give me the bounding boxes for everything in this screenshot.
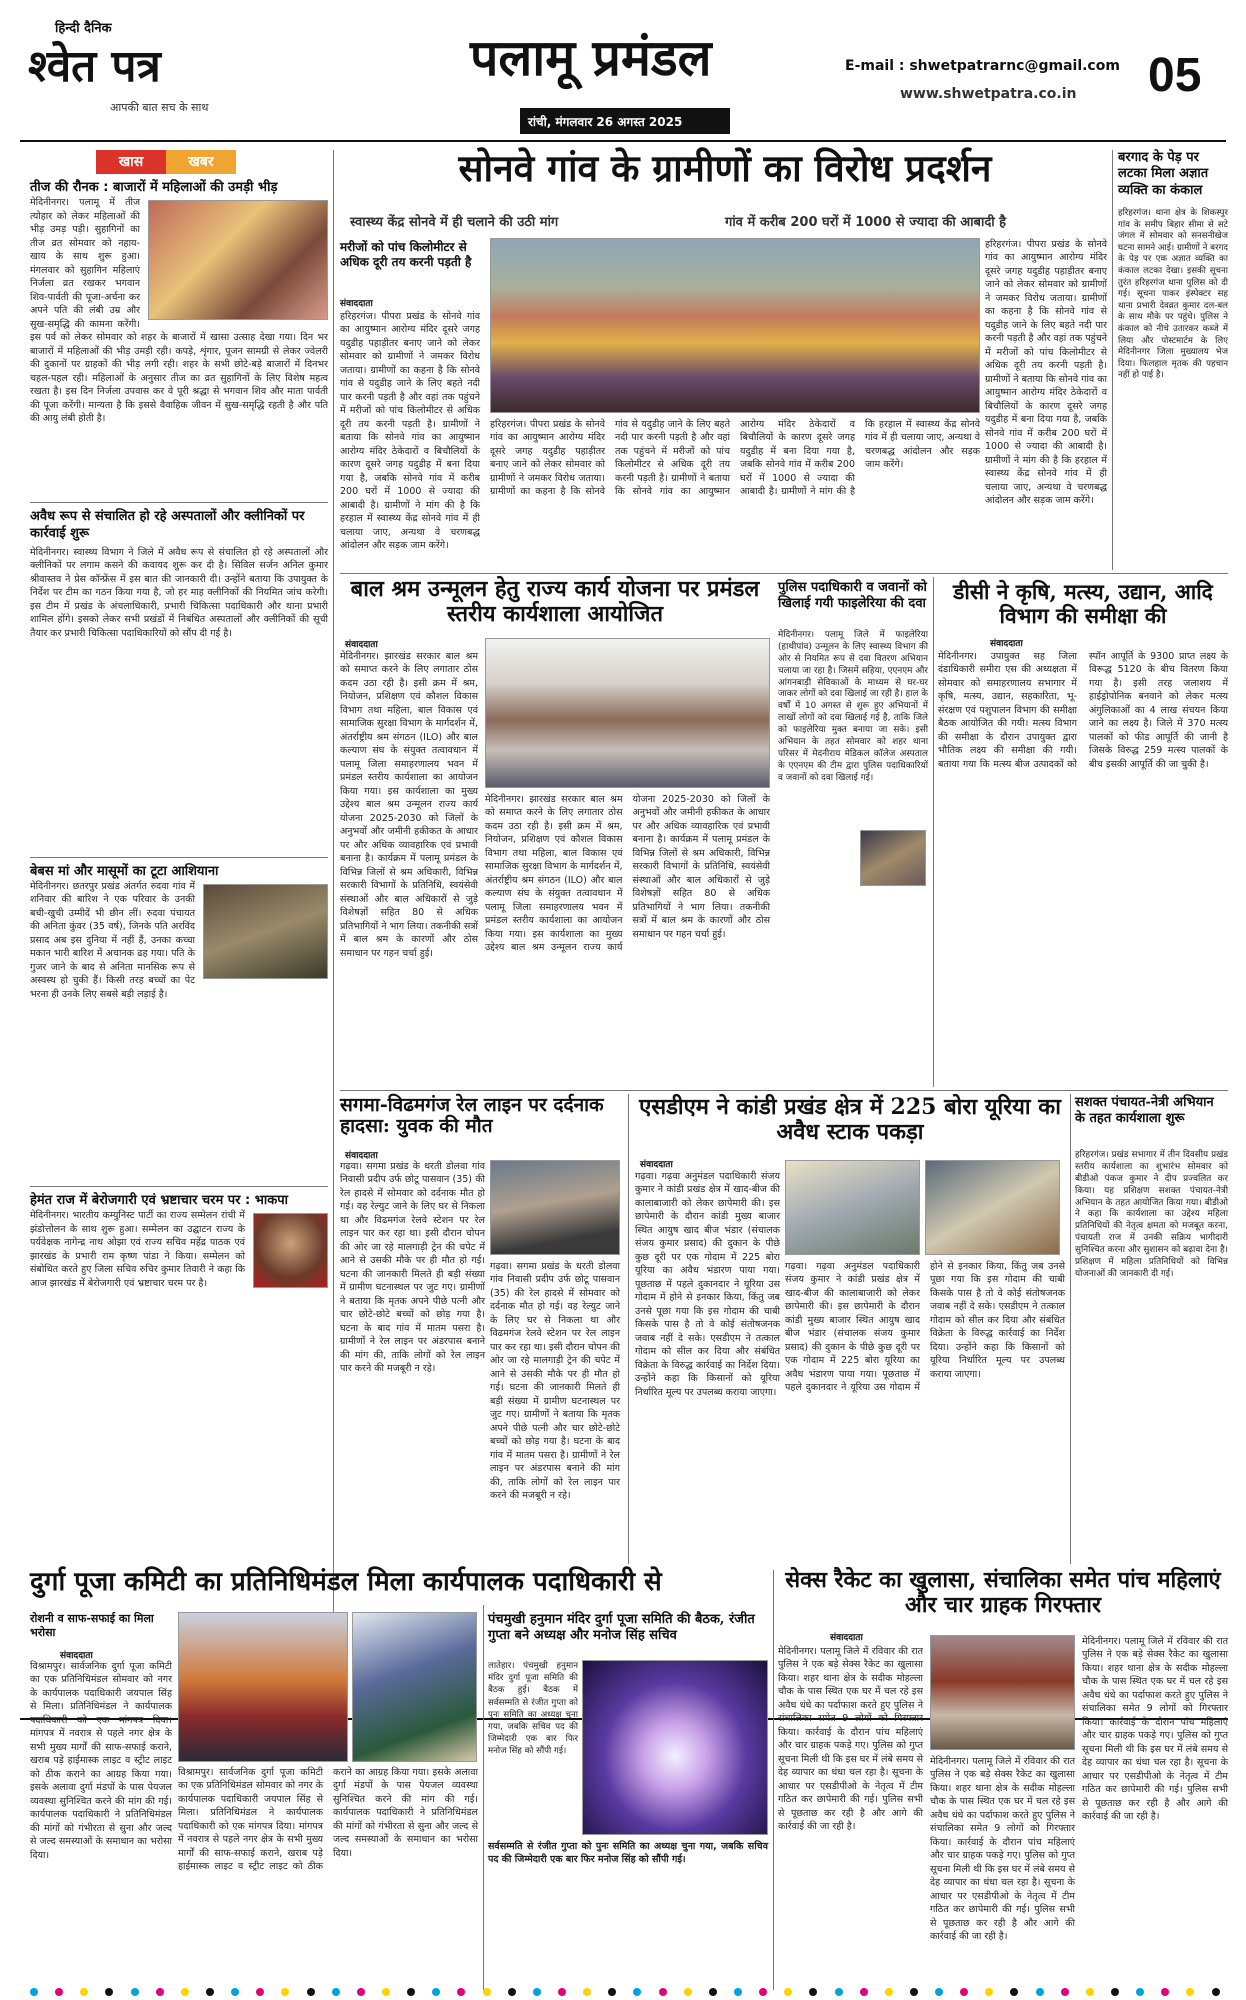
registration-dot	[55, 1988, 63, 1996]
child-labour-body-left: मेदिनीनगर। झारखंड सरकार बाल श्रम को समाप्त करने के लिए लगातार ठोस कदम उठा रही है। इसी क्रम में श्रम, नियोजन, प्रशिक्षण एवं कौशल विकास विभाग तथा महिला, बाल विकास एवं सामाजिक सुरक्षा विभाग के मार्गदर्शन में, अंतर्राष्ट्रीय श्रम संगठन (ILO) और बाल कल्याण संघ के संयुक्त तत्वावधान में पलामू जिला समाहरणालय भवन में प्रमंडल स्तरीय कार्यशाला का आयोजन किया गया। इस कार्यशाला का मुख्य उद्देश्य बाल श्रम उन्मूलन राज्य कार्य योजना 2025-2030 को जिलों के अनुभवों और जमीनी हकीकत के आधार पर और अधिक व्यावहारिक एवं प्रभावी बनाना है। कार्यक्रम में पलामू प्रमंडल के विभिन्न जिलों से श्रम अधिकारी, विभिन्न सरकारी विभागों के प्रतिनिधि, स्वयंसेवी संस्थाओं और बाल अधिकारों से जुड़े विशेषज्ञों सहित 80 से अधिक प्रतिभागियों ने भाग लिया। तकनीकी सत्रों में बाल श्रम के कारणों और ठोस समाधान पर गहन चर्चा हुई।	[340, 651, 478, 959]
child-labour-body-right: मेदिनीनगर। झारखंड सरकार बाल श्रम को समाप्त करने के लिए लगातार ठोस कदम उठा रही है। इसी क्रम में श्रम, नियोजन, प्रशिक्षण एवं कौशल विकास विभाग तथा महिला, बाल विकास एवं सामाजिक सुरक्षा विभाग के मार्गदर्शन में, अंतर्राष्ट्रीय श्रम संगठन (ILO) और बाल कल्याण संघ के संयुक्त तत्वावधान में पलामू जिला समाहरणालय भवन में प्रमंडल स्तरीय कार्यशाला का आयोजन किया गया। इस कार्यशाला का मुख्य उद्देश्य बाल श्रम उन्मूलन राज्य कार्य योजना 2025-2030 को जिलों के अनुभवों और जमीनी हकीकत के आधार पर और अधिक व्यावहारिक एवं प्रभावी बनाना है। कार्यक्रम में पलामू प्रमंडल के विभिन्न जिलों से श्रम अधिकारी, विभिन्न सरकारी विभागों के प्रतिनिधि, स्वयंसेवी संस्थाओं और बाल अधिकारों से जुड़े विशेषज्ञों सहित 80 से अधिक प्रतिभागियों ने भाग लिया। तकनीकी सत्रों में बाल श्रम के कारणों और ठोस समाधान पर गहन चर्चा हुई।	[485, 794, 770, 954]
registration-dot	[960, 1988, 968, 1996]
temple-pandal-photo	[582, 1660, 768, 1835]
panchayat-headline: सशक्त पंचायत-नेत्री अभियान के तहत कार्यशाला शुरू	[1075, 1095, 1214, 1127]
workshop-photo	[485, 638, 770, 788]
paper-prefix: हिन्दी दैनिक	[55, 21, 112, 36]
registration-dot	[30, 1988, 38, 1996]
committee-photo-2	[352, 1612, 477, 1762]
section-title: पलामू प्रमंडल	[470, 28, 712, 87]
registration-dot	[1036, 1988, 1044, 1996]
urea-body-left: गढ़वा। गढ़वा अनुमंडल पदाधिकारी संजय कुमार ने कांडी प्रखंड क्षेत्र में खाद-बीज की कालाबाजारी को लेकर छापेमारी की। इस छापेमारी के दौरान कांडी मुख्य बाजार स्थित आयुष खाद बीज भंडार (संचालक संजय कुमार प्रसाद) की दुकान के पीछे कुछ दूरी पर एक गोदाम में 225 बोरा यूरिया का अवैध भंडारण पाया गया। पूछताछ में पहले दुकानदार ने यूरिया उस गोदाम में होने से इनकार किया, किंतु जब उनसे पूछा गया कि इस गोदाम की चाबी किसके पास है तो वे कोई संतोषजनक जवाब नहीं दे सके। एसडीएम ने तत्काल गोदाम को सील कर दिया और संबंधित विक्रेता के विरुद्ध कार्रवाई का निर्देश दिया। उन्होंने कहा कि किसानों को यूरिया निर्धारित मूल्य पर उपलब्ध कराया जाएगा।	[635, 1171, 780, 1398]
registration-dot	[181, 1988, 189, 1996]
sidebar-story-3-body: मेदिनीनगर। छतरपुर प्रखंड अंतर्गत रुदवा गांव में शनिवार की बारिश ने एक परिवार के उनकी बची-खुची उम्मीदें भी छीन लीं। रुदवा पंचायत की अनिता कुंवर (35 वर्ष), जिनके पति अरविंद प्रसाद अब इस दुनिया में नहीं हैं, उनका कच्चा मकान भारी बारिश में अचानक ढह गया। पति के गुजर जाने के बाद से अनिता मानसिक रूप से अस्वस्थ हो चुकी हैं। किसी तरह बच्चों का पेट भरना ही उनके लिए सबसे बड़ी लड़ाई है।	[30, 881, 195, 1000]
registration-dot	[734, 1988, 742, 1996]
tagline: आपकी बात सच के साथ	[110, 101, 209, 114]
registration-dot	[659, 1988, 667, 1996]
registration-dot	[1086, 1988, 1094, 1996]
registration-dot	[784, 1988, 792, 1996]
registration-dot	[80, 1988, 88, 1996]
sidebar-story-2-headline: अवैध रूप से संचालित हो रहे अस्पतालों और क्लीनिकों पर कार्रवाई शुरू	[30, 509, 305, 541]
sidebar-badge	[96, 150, 236, 174]
skeleton-headline: बरगाद के पेड़ पर लटका मिला अज्ञात व्यक्ति का कंकाल	[1118, 150, 1209, 198]
sidebar-story-1-body: मेदिनीनगर। पलामू में तीज त्योहार को लेकर महिलाओं की भीड़ उमड़ पड़ी। सुहागिनों का तीज व्रत सोमवार को नहाय-खाय के साथ शुरू हुआ। मंगलवार को सुहागिन महिलाएं निर्जला व्रत रखकर भगवान शिव-पार्वती की पूजा-अर्चना कर अपने पति की लंबी उम्र और सुख-समृद्धि की कामना करेंगी। इस पर्व को लेकर सोमवार को शहर के बाजारों में खासा उत्साह देखा गया। दिन भर बाजारों में महिलाओं की भीड़ उमड़ी रही। कपड़े, शृंगार, पूजन सामग्री से लेकर ज्वेलरी की दुकानों पर ग्राहकों की भीड़ लगी रही। शहर के सभी छोटे-बड़े बाजारों में दिनभर चहल-पहल रही। महिलाओं के अनुसार तीज का व्रत सुहागिनों के लिए विशेष महत्व रखता है। इस दिन निर्जला उपवास कर वे पूरी श्रद्धा से भगवान शिव और माता पार्वती की पूजा करेंगी। मान्यता है कि इससे वैवाहिक जीवन में सुख-समृद्धि रहती है और पति की आयु लंबी होती है।	[30, 197, 328, 424]
sidebar-column	[30, 180, 328, 1715]
registration-dot	[156, 1988, 164, 1996]
registration-dot	[1161, 1988, 1169, 1996]
registration-dot	[684, 1988, 692, 1996]
collapsed-house-photo	[203, 884, 328, 979]
lead-body-cols: हरिहरगंज। पीपरा प्रखंड के सोनवे गांव का आयुष्मान आरोग्य मंदिर दूसरे जगह यदुडीह पहाड़ीतर बनाए जाने को लेकर सोमवार को ग्रामीणों ने जमकर विरोध जताया। ग्रामीणों का कहना है कि सोनवे गांव से यदुडीह जाने के लिए बहते नदी पार करनी पड़ती है और वहां तक पहुंचने में मरीजों को पांच किलोमीटर से अधिक दूरी तय करनी पड़ती है। ग्रामीणों ने बताया कि सोनवे गांव का आयुष्मान आरोग्य मंदिर ठेकेदारों व बिचौलियों के कारण दूसरे जगह यदुडीह में बना दिया गया है, जबकि सोनवे गांव में करीब 200 घरों में 1000 से ज्यादा की आबादी है। ग्रामीणों ने मांग की है कि हरहाल में स्वास्थ्य केंद्र सोनवे गांव में ही चलाया जाए, अन्यथा वे चरणबद्ध आंदोलन और सड़क जाम करेंगे।	[490, 419, 980, 498]
racket-body-mid: मेदिनीनगर। पलामू जिले में रविवार की रात पुलिस ने एक बड़े सेक्स रैकेट का खुलासा किया। शहर थाना क्षेत्र के सदीक मोहल्ला चौक के पास स्थित एक घर में चल रहे इस अवैध धंधे का पर्दाफाश करते हुए पुलिस ने संचालिका समेत 9 लोगों को गिरफ्तार किया। कार्रवाई के दौरान पांच महिलाएं और चार ग्राहक पकड़े गए। पुलिस को गुप्त सूचना मिली थी कि इस घर में लंबे समय से देह व्यापार का धंधा चल रहा है। सूचना के आधार पर एसडीपीओ के नेतृत्व में टीम गठित कर छापेमारी की गई। पुलिस सभी से पूछताछ कर रही है और आगे की कार्रवाई की जा रही है।	[930, 1756, 1075, 1943]
durga-committee-byline: संवाददाता	[60, 1651, 93, 1661]
page-number: 05	[1148, 49, 1202, 102]
lead-pullquote: मरीजों को पांच किलोमीटर से अधिक दूरी तय करनी पड़ती है	[340, 240, 472, 269]
email: E-mail : shwetpatrarnc@gmail.com	[845, 58, 1120, 74]
badge-left: खास	[96, 150, 166, 174]
registration-dot	[1212, 1988, 1220, 1996]
registration-dot	[633, 1988, 641, 1996]
teej-market-photo	[148, 200, 328, 320]
hanuman-headline: पंचमुखी हनुमान मंदिर दुर्गा पूजा समिति की बैठक, रंजीत गुप्ता बने अध्यक्ष और मनोज सिंह सचिव	[488, 1612, 755, 1644]
registration-dot	[357, 1988, 365, 1996]
registration-dot	[935, 1988, 943, 1996]
sidebar-story-2-body: मेदिनीनगर। स्वास्थ्य विभाग ने जिले में अवैध रूप से संचालित हो रहे अस्पतालों और क्लीनिकों पर लगाम कसने की कवायद शुरू कर दी है। सिविल सर्जन अनिल कुमार श्रीवास्तव ने प्रेस कॉन्फ्रेंस में इस बात की जानकारी दी। उन्होंने बताया कि उपायुक्त के निर्देश पर टीम का गठन किया गया है, जो हर माह क्लीनिकों की नियमित जांच करेगी। इस टीम में प्रखंड के अंचलाधिकारी, प्रभारी चिकित्सा पदाधिकारी और थाना प्रभारी शामिल होंगे। इसको लेकर सभी प्रखंडों में निबंधित अस्पतालों और क्लीनिकों की सूची तैयार कर प्रभारी चिकित्सा पदाधिकारियों को सौंप दी गई है।	[30, 546, 328, 639]
sidebar-story-3-headline: बेबस मां और मासूमों का टूटा आशियाना	[30, 863, 219, 879]
filaria-headline: पुलिस पदाधिकारी व जवानों को खिलाई गयी फाइलेरिया की दवा	[778, 580, 927, 612]
rail-accident-body-2: गढ़वा। सगमा प्रखंड के धरती डोलवा गांव निवासी प्रदीप उर्फ छोटू पासवान (35) की रेल हादसे में सोमवार को दर्दनाक मौत हो गई। वह रेल्युट जाने के लिए घर से निकला था और विढमगंज रेलवे स्टेशन पर रेल लाइन पार कर रहा था। इसी दौरान चोपन की ओर जा रहे मालगाड़ी ट्रेन की चपेट में आने से उसकी मौके पर ही मौत हो गई। घटना की जानकारी मिलते ही बड़ी संख्या में ग्रामीण घटनास्थल पर जुट गए। ग्रामीणों ने बताया कि मृतक अपने पीछे पत्नी और चार छोटे-छोटे बच्चों को छोड़ गया है। घटना के बाद गांव में मातम पसरा है। ग्रामीणों ने रेल लाइन पर अंडरपास बनाने की मांग की, ताकि लोगों को रेल लाइन पार करने की मजबूरी न रहे।	[490, 1261, 620, 1502]
registration-dot	[483, 1988, 491, 1996]
hanuman-caption: सर्वसम्मति से रंजीत गुप्ता को पुनः समिति का अध्यक्ष चुना गया, जबकि सचिव पद की जिम्मेदारी एक बार फिर मनोज सिंह को सौंपी गई।	[488, 1841, 768, 1866]
registration-dot	[382, 1988, 390, 1996]
dateline: रांची, मंगलवार 26 अगस्त 2025	[528, 115, 683, 129]
dc-review-headline: डीसी ने कृषि, मत्स्य, उद्यान, आदि विभाग की समीक्षा की	[953, 579, 1213, 628]
rail-accident-byline: संवाददाता	[345, 1151, 378, 1161]
filaria-body: मेदिनीनगर। पलामू जिले में फाइलेरिया (हाथीपांव) उन्मूलन के लिए स्वास्थ्य विभाग की ओर से नियमित रूप से दवा वितरण अभियान चलाया जा रहा है। जिसमें सहिया, एएनएम और आंगनबाड़ी सेविकाओं के माध्यम से घर-घर जाकर लोगों को दवा खिलाई जा रही है। हाल के वर्षों में 10 अगस्त से शुरू हुए अभियानों में लाखों लोगों को दवा खिलाई गई है, ताकि जिले को फाइलेरिया मुक्त बनाया जा सके। इसी अभियान के तहत सोमवार को शहर थाना परिसर में मेदनीराय मेडिकल कॉलेज अस्पताल के एएनएम की टीम द्वारा पुलिस पदाधिकारियों व जवानों को दवा खिलाई गई।	[778, 630, 928, 783]
lead-body-col-1: हरिहरगंज। पीपरा प्रखंड के सोनवे गांव का आयुष्मान आरोग्य मंदिर दूसरे जगह यदुडीह पहाड़ीतर बनाए जाने को लेकर सोमवार को ग्रामीणों ने जमकर विरोध जताया। ग्रामीणों का कहना है कि सोनवे गांव से यदुडीह जाने के लिए बहते नदी पार करनी पड़ती है और वहां तक पहुंचने में मरीजों को पांच किलोमीटर से अधिक दूरी तय करनी पड़ती है। ग्रामीणों ने बताया कि सोनवे गांव का आयुष्मान आरोग्य मंदिर ठेकेदारों व बिचौलियों के कारण दूसरे जगह यदुडीह में बना दिया गया है, जबकि सोनवे गांव में करीब 200 घरों में 1000 से ज्यादा की आबादी है। ग्रामीणों ने मांग की है कि हरहाल में स्वास्थ्य केंद्र सोनवे गांव में ही चलाया जाए, अन्यथा वे चरणबद्ध आंदोलन और सड़क जाम करेंगे।	[340, 311, 480, 552]
sidebar-story-4-headline: हेमंत राज में बेरोजगारी एवं भ्रष्टाचार चरम पर : भाकपा	[30, 1193, 288, 1208]
registration-dot	[105, 1988, 113, 1996]
registration-dot	[407, 1988, 415, 1996]
lead-right-divider	[1112, 150, 1113, 570]
durga-committee-body-left: विश्रामपुर। सार्वजनिक दुर्गा पूजा कमिटी का एक प्रतिनिधिमंडल सोमवार को नगर के कार्यपालक पदाधिकारी जयपाल सिंह से मिला। प्रतिनिधिमंडल ने कार्यपालक पदाधिकारी को एक मांगपत्र दिया। मांगपत्र में नवरात्र से पहले नगर क्षेत्र के सभी मुख्य मार्गों की साफ-सफाई कराने, खराब पड़े हाईमास्क लाइट व स्ट्रीट लाइट को ठीक कराने का आग्रह किया गया। इसके अलावा दुर्गा मंडपों के पास पेयजल व्यवस्था सुनिश्चित करने की मांग की गई। कार्यपालक पदाधिकारी ने प्रतिनिधिमंडल की मांगों को गंभीरता से सुना और जल्द से जल्द समस्याओं के समाधान का भरोसा दिया।	[30, 1661, 172, 1861]
registration-dot	[231, 1988, 239, 1996]
protest-photo	[490, 238, 980, 413]
registration-dot	[1010, 1988, 1018, 1996]
registration-dot	[809, 1988, 817, 1996]
child-labour-headline: बाल श्रम उन्मूलन हेतु राज्य कार्य योजना पर प्रमंडल स्तरीय कार्यशाला आयोजित	[350, 576, 760, 627]
lead-byline: संवाददाता	[340, 299, 373, 309]
registration-dot	[558, 1988, 566, 1996]
registration-dot	[1136, 1988, 1144, 1996]
registration-dot	[457, 1988, 465, 1996]
sidebar-divider	[333, 150, 334, 1715]
registration-dot	[432, 1988, 440, 1996]
registration-dot	[1061, 1988, 1069, 1996]
urea-photo-1	[785, 1160, 920, 1255]
registration-dot	[1111, 1988, 1119, 1996]
masthead-rule	[20, 140, 1226, 142]
racket-headline: सेक्स रैकेट का खुलासा, संचालिका समेत पांच महिलाएं और चार ग्राहक गिरफ्तार	[785, 1567, 1221, 1618]
hanuman-body: लातेहार। पंचमुखी हनुमान मंदिर दुर्गा पूजा समिति की बैठक हुई। बैठक में सर्वसम्मति से रंजीत गुप्ता को पुनः समिति का अध्यक्ष चुना गया, जबकि सचिव पद की जिम्मेदारी एक बार फिर मनोज सिंह को सौंपी गई।	[488, 1661, 578, 1757]
badge-right: खबर	[166, 150, 236, 174]
rail-accident-body: गढ़वा। सगमा प्रखंड के धरती डोलवा गांव निवासी प्रदीप उर्फ छोटू पासवान (35) की रेल हादसे में सोमवार को दर्दनाक मौत हो गई। वह रेल्युट जाने के लिए घर से निकला था और विढमगंज रेलवे स्टेशन पर रेल लाइन पार कर रहा था। इसी दौरान चोपन की ओर जा रहे मालगाड़ी ट्रेन की चपेट में आने से उसकी मौके पर ही मौत हो गई। घटना की जानकारी मिलते ही बड़ी संख्या में ग्रामीण घटनास्थल पर जुट गए। ग्रामीणों ने बताया कि मृतक अपने पीछे पत्नी और चार छोटे-छोटे बच्चों को छोड़ गया है। घटना के बाद गांव में मातम पसरा है। ग्रामीणों ने रेल लाइन पर अंडरपास बनाने की मांग की, ताकि लोगों को रेल लाइन पार करने की मजबूरी न रहे।	[340, 1161, 485, 1375]
durga-committee-deck: रोशनी व साफ-सफाई का मिला भरोसा	[30, 1612, 154, 1639]
registration-dot	[985, 1988, 993, 1996]
durga-committee-body-right: विश्रामपुर। सार्वजनिक दुर्गा पूजा कमिटी का एक प्रतिनिधिमंडल सोमवार को नगर के कार्यपालक पदाधिकारी जयपाल सिंह से मिला। प्रतिनिधिमंडल ने कार्यपालक पदाधिकारी को एक मांगपत्र दिया। मांगपत्र में नवरात्र से पहले नगर क्षेत्र के सभी मुख्य मार्गों की साफ-सफाई कराने, खराब पड़े हाईमास्क लाइट व स्ट्रीट लाइट को ठीक कराने का आग्रह किया गया। इसके अलावा दुर्गा मंडपों के पास पेयजल व्यवस्था सुनिश्चित करने की मांग की गई। कार्यपालक पदाधिकारी ने प्रतिनिधिमंडल की मांगों को गंभीरता से सुना और जल्द से जल्द समस्याओं के समाधान का भरोसा दिया।	[178, 1767, 478, 1873]
registration-dot	[508, 1988, 516, 1996]
registration-dot	[910, 1988, 918, 1996]
dc-review-byline: संवाददाता	[990, 639, 1023, 649]
lead-body-right: हरिहरगंज। पीपरा प्रखंड के सोनवे गांव का आयुष्मान आरोग्य मंदिर दूसरे जगह यदुडीह पहाड़ीतर बनाए जाने को लेकर सोमवार को ग्रामीणों ने जमकर विरोध जताया। ग्रामीणों का कहना है कि सोनवे गांव से यदुडीह जाने के लिए बहते नदी पार करनी पड़ती है और वहां तक पहुंचने में मरीजों को पांच किलोमीटर से अधिक दूरी तय करनी पड़ती है। ग्रामीणों ने बताया कि सोनवे गांव का आयुष्मान आरोग्य मंदिर ठेकेदारों व बिचौलियों के कारण दूसरे जगह यदुडीह में बना दिया गया है, जबकि सोनवे गांव में करीब 200 घरों में 1000 से ज्यादा की आबादी है। ग्रामीणों ने मांग की है कि हरहाल में स्वास्थ्य केंद्र सोनवे गांव में ही चलाया जाए, अन्यथा वे चरणबद्ध आंदोलन और सड़क जाम करेंगे।	[985, 239, 1107, 507]
durga-committee-headline: दुर्गा पूजा कमिटी का प्रतिनिधिमंडल मिला कार्यपालक पदाधिकारी से	[30, 1567, 662, 1597]
registration-dot	[281, 1988, 289, 1996]
lead-deck-2: गांव में करीब 200 घरों में 1000 से ज्यादा की आबादी है	[725, 215, 1007, 230]
urea-byline: संवाददाता	[640, 1160, 673, 1170]
cpi-leader-photo	[253, 1213, 328, 1288]
registration-dot	[332, 1988, 340, 1996]
rail-accident-headline: सगमा-विढमगंज रेल लाइन पर दर्दनाक हादसा: युवक की मौत	[340, 1094, 604, 1138]
panchayat-body: हरिहरगंज। प्रखंड सभागार में तीन दिवसीय प्रखंड स्तरीय कार्यशाला का शुभारंभ सोमवार को बीडीओ पंकज कुमार ने दीप प्रज्वलित कर किया। यह प्रशिक्षण सशक्त पंचायत-नेत्री अभियान के तहत आयोजित किया गया। बीडीओ ने कहा कि कार्यशाला का उद्देश्य महिला प्रतिनिधियों की नेतृत्व क्षमता को मजबूत करना, पंचायती राज में उनकी सक्रिय भागीदारी सुनिश्चित करना और सुशासन को बढ़ावा देना है। प्रशिक्षण में महिला प्रतिनिधियों को विभिन्न योजनाओं की जानकारी दी गई।	[1075, 1150, 1228, 1279]
registration-dot	[885, 1988, 893, 1996]
urea-headline: एसडीएम ने कांडी प्रखंड क्षेत्र में 225 बोरा यूरिया का अवैध स्टाक पकड़ा	[639, 1094, 1061, 1145]
masthead	[0, 0, 1246, 150]
registration-dot	[206, 1988, 214, 1996]
registration-dot	[1186, 1988, 1194, 1996]
registration-dot	[835, 1988, 843, 1996]
registration-dot	[256, 1988, 264, 1996]
registration-dot	[533, 1988, 541, 1996]
urea-body-right: गढ़वा। गढ़वा अनुमंडल पदाधिकारी संजय कुमार ने कांडी प्रखंड क्षेत्र में खाद-बीज की कालाबाजारी को लेकर छापेमारी की। इस छापेमारी के दौरान कांडी मुख्य बाजार स्थित आयुष खाद बीज भंडार (संचालक संजय कुमार प्रसाद) की दुकान के पीछे कुछ दूरी पर एक गोदाम में 225 बोरा यूरिया का अवैध भंडारण पाया गया। पूछताछ में पहले दुकानदार ने यूरिया उस गोदाम में होने से इनकार किया, किंतु जब उनसे पूछा गया कि इस गोदाम की चाबी किसके पास है तो वे कोई संतोषजनक जवाब नहीं दे सके। एसडीएम ने तत्काल गोदाम को सील कर दिया और संबंधित विक्रेता के विरुद्ध कार्रवाई का निर्देश दिया। उन्होंने कहा कि किसानों को यूरिया निर्धारित मूल्य पर उपलब्ध कराया जाएगा।	[785, 1261, 1065, 1394]
registration-dot	[759, 1988, 767, 1996]
racket-building-photo	[930, 1635, 1075, 1750]
color-registration-bar	[30, 1988, 1220, 1998]
lead-deck-1: स्वास्थ्य केंद्र सोनवे में ही चलाने की उठी मांग	[350, 215, 559, 230]
racket-byline: संवाददाता	[830, 1633, 863, 1643]
racket-body-left: मेदिनीनगर। पलामू जिले में रविवार की रात पुलिस ने एक बड़े सेक्स रैकेट का खुलासा किया। शहर थाना क्षेत्र के सदीक मोहल्ला चौक के पास स्थित एक घर में चल रहे इस अवैध धंधे का पर्दाफाश करते हुए पुलिस ने संचालिका समेत 9 लोगों को गिरफ्तार किया। कार्रवाई के दौरान पांच महिलाएं और चार ग्राहक पकड़े गए। पुलिस को गुप्त सूचना मिली थी कि इस घर में लंबे समय से देह व्यापार का धंधा चल रहा है। सूचना के आधार पर एसडीपीओ के नेतृत्व में टीम गठित कर छापेमारी की गई। पुलिस सभी से पूछताछ कर रही है और आगे की कार्रवाई की जा रही है।	[778, 1646, 923, 1833]
filaria-photo	[860, 830, 926, 886]
rail-accident-photo	[490, 1160, 620, 1255]
registration-dot	[583, 1988, 591, 1996]
racket-body-right: मेदिनीनगर। पलामू जिले में रविवार की रात पुलिस ने एक बड़े सेक्स रैकेट का खुलासा किया। शहर थाना क्षेत्र के सदीक मोहल्ला चौक के पास स्थित एक घर में चल रहे इस अवैध धंधे का पर्दाफाश करते हुए पुलिस ने संचालिका समेत 9 लोगों को गिरफ्तार किया। कार्रवाई के दौरान पांच महिलाएं और चार ग्राहक पकड़े गए। पुलिस को गुप्त सूचना मिली थी कि इस घर में लंबे समय से देह व्यापार का धंधा चल रहा है। सूचना के आधार पर एसडीपीओ के नेतृत्व में टीम गठित कर छापेमारी की गई। पुलिस सभी से पूछताछ कर रही है और आगे की कार्रवाई की जा रही है।	[1082, 1636, 1228, 1823]
skeleton-body: हरिहरगंज। थाना क्षेत्र के शिकस्पुर गांव के समीप बिहार सीमा से सटे जंगल में सोमवार को सनसनीखेज घटना सामने आई। ग्रामीणों ने बरगद के पेड़ पर एक अज्ञात व्यक्ति का कंकाल लटका देखा। इसकी सूचना तुरंत हरिहरगंज थाना पुलिस को दी गई। सूचना पाकर इंस्पेक्टर सह थाना प्रभारी देवव्रत कुमार दल-बल के साथ मौके पर पहुंचे। पुलिस ने कंकाल को नीचे उतारकर कब्जे में लिया और पोस्टमार्टम के लिए मेदिनीनगर जिला मुख्यालय भेज दिया। फिलहाल मृतक की पहचान नहीं हो पाई है।	[1118, 208, 1228, 381]
dc-review-body: मेदिनीनगर। उपायुक्त सह जिला दंडाधिकारी समीरा एस की अध्यक्षता में सोमवार को समाहरणालय सभागार में कृषि, मत्स्य, उद्यान, सहकारिता, भू-संरक्षण एवं पशुपालन विभाग की समीक्षा बैठक आयोजित की गयी। मत्स्य विभाग की समीक्षा के दौरान उपायुक्त द्वारा भौतिक लक्ष्य की समीक्षा की गयी। बताया गया कि मत्स्य बीज उत्पादकों को स्पॉन आपूर्ति के 9300 प्राप्त लक्ष्य के विरूद्ध 5120 के बीच वितरण किया गया है। इसी तरह जलाशय में हाईड्रोपोनिक बनवाने को लेकर मत्स्य अंगुलिकाओं का 4 लाख संचयन किया जाने का लक्ष्य है। जिले में 370 मत्स्य पालकों को फीड आपूर्ति की जानी है जिसके विरुद्ध 259 मत्स्य पालकों के बीच इसकी आपूर्ति की जा चुकी है।	[938, 651, 1228, 770]
sidebar-story-1-headline: तीज की रौनक : बाजारों में महिलाओं की उमड़ी भीड़	[30, 180, 278, 195]
registration-dot	[131, 1988, 139, 1996]
lead-headline: सोनवे गांव के ग्रामीणों का विरोध प्रदर्शन	[458, 146, 992, 190]
registration-dot	[608, 1988, 616, 1996]
paper-name: श्वेत पत्र	[28, 41, 161, 92]
registration-dot	[307, 1988, 315, 1996]
sidebar-story-4-body: मेदिनीनगर। भारतीय कम्युनिस्ट पार्टी का राज्य सम्मेलन रांची में झंडोत्तोलन के साथ शुरू हुआ। सम्मेलन का उद्घाटन राज्य के पर्यवेक्षक नागेन्द्र नाथ ओझा एवं राज्य सचिव महेंद्र पाठक एवं झारखंड के प्रभारी राम कृष्ण पांडा ने किया। सम्मेलन को संबोधित करते हुए जिला सचिव रुचिर कुमार तिवारी ने कहा कि आज झारखंड में बेरोजगारी एवं भ्रष्टाचार चरम पर है।	[30, 1210, 245, 1289]
registration-dot	[709, 1988, 717, 1996]
committee-photo-1	[178, 1612, 348, 1762]
urea-photo-2	[925, 1160, 1060, 1255]
registration-dot	[860, 1988, 868, 1996]
child-labour-byline: संवाददाता	[345, 640, 378, 650]
website: www.shwetpatra.co.in	[900, 86, 1077, 102]
